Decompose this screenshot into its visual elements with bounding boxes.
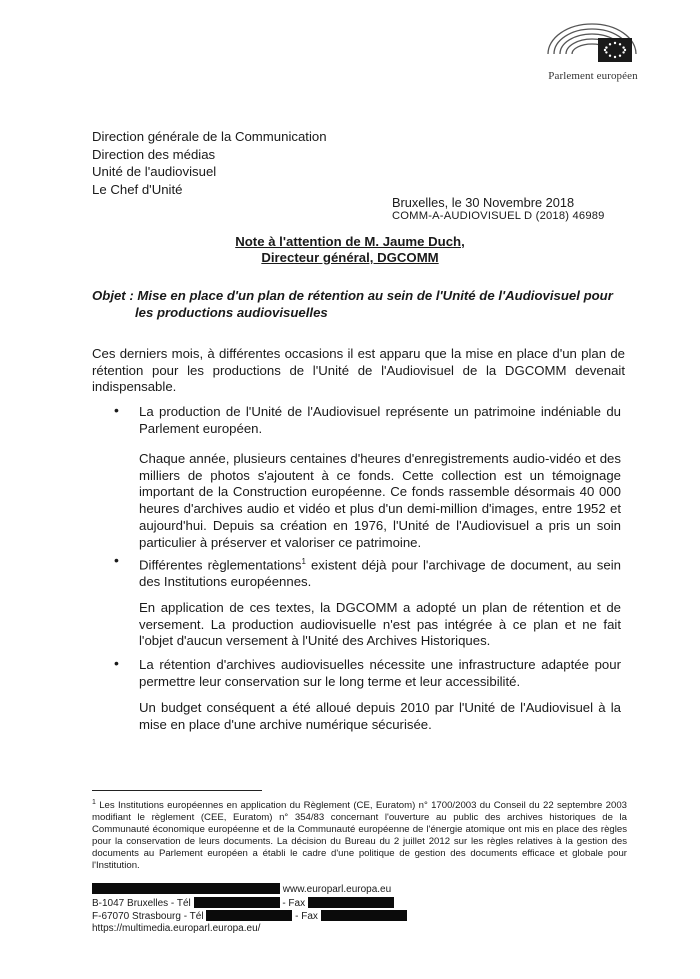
note-line-2: Directeur général, DGCOMM: [261, 250, 439, 265]
bullet-glyph: •: [114, 402, 119, 418]
bullet-1-detail: Chaque année, plusieurs centaines d'heures d'enregistrements audio-vidéo et des milliers de photos s'ajoutent à ce fonds. Cette collection est un témoignage important de la Construction européenne. Ce fonds rassemble désormais 40 000 heures d'archives audio et vidéo et plus d'un demi-million d'images, entre 1952 et aujourd'hui. Depuis sa création en 1976, l'Unité de l'Audiovisuel a pris un soin particulier à préserver et valoriser ce patrimoine.: [139, 451, 621, 550]
bullet-1-text: La production de l'Unité de l'Audiovisuel représente un patrimoine indéniable du Parlement européen.: [139, 404, 621, 436]
multimedia-url[interactable]: https://multimedia.europarl.europa.eu/: [92, 923, 261, 934]
bullet-2-text-start: Différentes règlementations: [139, 557, 302, 573]
footnote-text: Les Institutions européennes en application du Règlement (CE, Euratom) n° 1700/2003 du Conseil du 22 septembre 2003 modifiant le règlement (CEE, Euratom) n° 354/83 concernant l'ouverture au public des archives historiques de la Communauté économique européenne et de la Communauté européenne de l'énergie atomique ont mis en place des règles pour la conservation de leurs documents. La décision du Bureau du 2 juillet 2012 sur les règles relatives à la gestion des documents au Parlement européen a établi le cadre d'une politique de gestion des documents efficace et globale pour l'Institution.: [92, 800, 627, 872]
note-addressee: [100, 234, 600, 266]
strasbourg-fax-label: - Fax: [295, 911, 318, 922]
contact-web-line: [92, 883, 391, 896]
bullet-2-text-end: existent déjà pour l'archivage de document, au sein des Institutions européennes.: [139, 557, 621, 590]
redaction-bar: [92, 883, 280, 894]
footnote-number: 1: [92, 799, 96, 806]
subject: [92, 288, 632, 321]
subject-line-2: les productions audiovisuelles: [135, 304, 328, 320]
bullet-2-text: [139, 554, 621, 591]
bullet-glyph: •: [114, 655, 119, 671]
brussels-fax-label: - Fax: [282, 898, 306, 909]
logo-caption: Parlement européen: [548, 70, 638, 82]
redaction-bar: [308, 897, 394, 908]
sender-line: Unité de l'audiovisuel: [92, 164, 217, 179]
sender-line: Direction générale de la Communication: [92, 129, 327, 144]
footnote-ref: 1: [301, 557, 306, 566]
bullet-3-detail: Un budget conséquent a été alloué depuis 2010 par l'Unité de l'Audiovisuel à la mise en place d'une archive numérique sécurisée.: [139, 700, 621, 732]
date-line: Bruxelles, le 30 Novembre 2018: [392, 195, 575, 210]
footnote-divider: [92, 790, 262, 791]
intro-paragraph: Ces derniers mois, à différentes occasions il est apparu que la mise en place d'un plan de rétention pour les productions de l'Unité de l'Audiovisuel de la DGCOMM devenait indispensable.: [92, 346, 625, 395]
bullet-3-text: La rétention d'archives audiovisuelles nécessite une infrastructure adaptée pour permettre leur conservation sur le long terme et leur accessibilité.: [139, 657, 621, 689]
footnote: [92, 797, 627, 872]
contact-strasbourg-line: [92, 910, 407, 923]
strasbourg-phone-label: F-67070 Strasbourg - Tél: [92, 911, 204, 922]
sender-line: Le Chef d'Unité: [92, 181, 183, 197]
subject-line-1: Objet : Mise en place d'un plan de rétention au sein de l'Unité de l'Audiovisuel pour: [92, 288, 613, 303]
sender-line: Direction des médias: [92, 146, 216, 162]
redaction-bar: [194, 897, 280, 908]
bullet-glyph: •: [114, 552, 119, 568]
reference-number: COMM-A-AUDIOVISUEL D (2018) 46989: [392, 210, 605, 222]
redaction-bar: [206, 910, 292, 921]
sender-block: [92, 128, 327, 198]
website[interactable]: www.europarl.europa.eu: [282, 884, 392, 895]
brussels-phone-label: B-1047 Bruxelles - Tél: [92, 898, 191, 909]
note-line-1: Note à l'attention de M. Jaume Duch,: [235, 234, 465, 249]
redaction-bar: [321, 910, 407, 921]
bullet-2-detail: En application de ces textes, la DGCOMM a adopté un plan de rétention et de versement. La production audiovisuelle n'est pas intégrée à ce plan et ne fait l'objet d'aucun versement à l'Unité des Archives Historiques.: [139, 600, 621, 649]
contact-brussels-line: [92, 897, 394, 910]
